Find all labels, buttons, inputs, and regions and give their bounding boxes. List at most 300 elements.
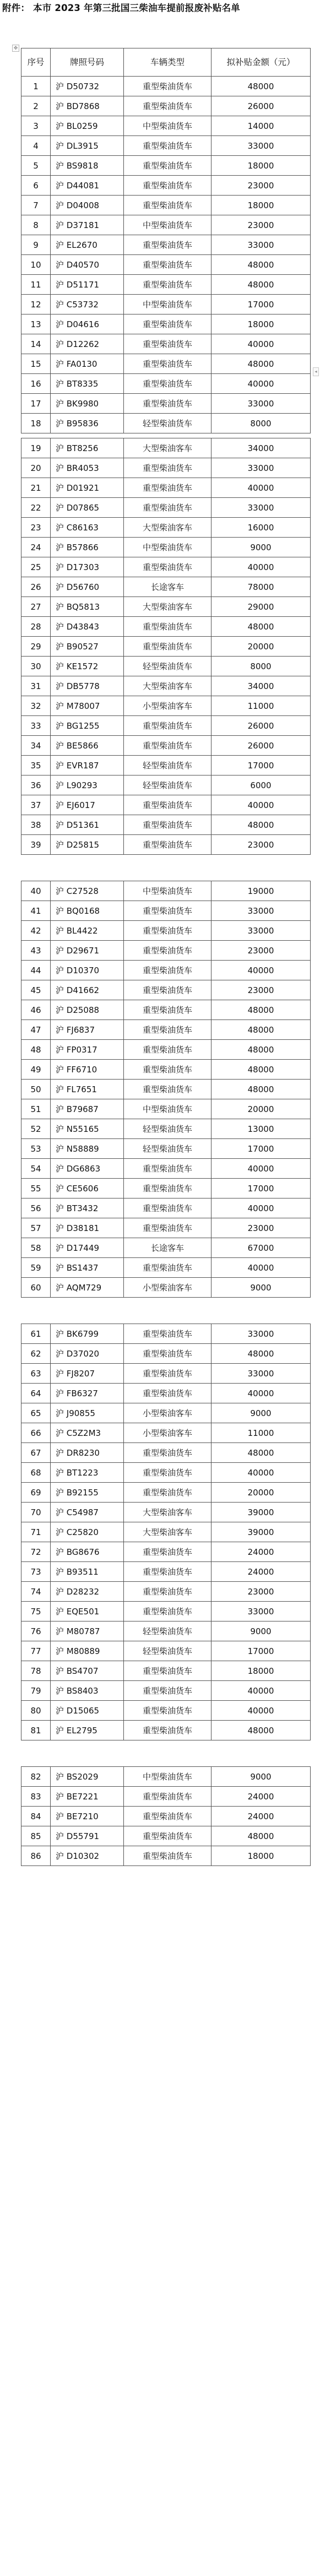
subsidy-amount: 48000	[211, 1060, 311, 1080]
vehicle-type: 重型柴油货车	[124, 1179, 211, 1198]
subsidy-amount: 40000	[211, 961, 311, 980]
subsidy-amount: 48000	[211, 1000, 311, 1020]
row-index: 59	[21, 1258, 51, 1278]
vehicle-type: 大型柴油客车	[124, 438, 211, 458]
plate-number: 沪 BQ5813	[51, 597, 124, 617]
plate-number: 沪 D01921	[51, 478, 124, 498]
plate-number: 沪 B90527	[51, 637, 124, 657]
row-index: 77	[21, 1641, 51, 1661]
subsidy-amount: 33000	[211, 394, 311, 414]
vehicle-type: 重型柴油货车	[124, 136, 211, 156]
plate-number: 沪 D29671	[51, 941, 124, 961]
row-index: 78	[21, 1661, 51, 1681]
subsidy-amount: 40000	[211, 795, 311, 815]
subsidy-amount: 18000	[211, 196, 311, 215]
vehicle-type: 中型柴油货车	[124, 881, 211, 901]
row-index: 32	[21, 696, 51, 716]
subsidy-amount: 48000	[211, 354, 311, 374]
plate-number: 沪 N55165	[51, 1119, 124, 1139]
table-row	[21, 334, 311, 354]
subsidy-amount: 9000	[211, 1767, 311, 1787]
header-index: 序号	[21, 48, 51, 77]
plate-number: 沪 EL2670	[51, 235, 124, 255]
subsidy-amount: 24000	[211, 1807, 311, 1826]
subsidy-amount: 11000	[211, 1423, 311, 1443]
subsidy-amount: 20000	[211, 1099, 311, 1119]
subsidy-table	[21, 881, 311, 1298]
subsidy-amount: 40000	[211, 1258, 311, 1278]
subsidy-amount: 8000	[211, 414, 311, 433]
plate-number: 沪 D50732	[51, 77, 124, 96]
subsidy-table	[21, 48, 311, 433]
subsidy-amount: 40000	[211, 1384, 311, 1403]
plate-number: 沪 B95836	[51, 414, 124, 433]
vehicle-type: 重型柴油货车	[124, 394, 211, 414]
plate-number: 沪 J90855	[51, 1403, 124, 1423]
row-index: 17	[21, 394, 51, 414]
table-row	[21, 156, 311, 176]
table-row	[21, 901, 311, 921]
table-row	[21, 1324, 311, 1344]
plate-number: 沪 BL4422	[51, 921, 124, 941]
vehicle-type: 大型柴油客车	[124, 676, 211, 696]
table-row	[21, 716, 311, 736]
plate-number: 沪 C54987	[51, 1503, 124, 1522]
row-index: 15	[21, 354, 51, 374]
subsidy-amount: 23000	[211, 941, 311, 961]
row-index: 30	[21, 657, 51, 676]
vehicle-type: 重型柴油货车	[124, 795, 211, 815]
table-row	[21, 136, 311, 156]
plate-number: 沪 D17449	[51, 1238, 124, 1258]
row-index: 62	[21, 1344, 51, 1364]
row-index: 31	[21, 676, 51, 696]
vehicle-type: 小型柴油客车	[124, 1278, 211, 1298]
vehicle-type: 大型柴油客车	[124, 1503, 211, 1522]
table-row	[21, 1099, 311, 1119]
subsidy-amount: 48000	[211, 275, 311, 295]
plate-number: 沪 B57866	[51, 538, 124, 557]
row-index: 60	[21, 1278, 51, 1298]
plate-number: 沪 M80889	[51, 1641, 124, 1661]
row-index: 68	[21, 1463, 51, 1483]
plate-number: 沪 EVR187	[51, 756, 124, 775]
table-row	[21, 1483, 311, 1503]
row-index: 49	[21, 1060, 51, 1080]
row-index: 9	[21, 235, 51, 255]
row-index: 43	[21, 941, 51, 961]
plate-number: 沪 DR8230	[51, 1443, 124, 1463]
vehicle-type: 重型柴油货车	[124, 1562, 211, 1582]
row-index: 84	[21, 1807, 51, 1826]
plate-number: 沪 C25820	[51, 1522, 124, 1542]
vehicle-type: 中型柴油货车	[124, 1099, 211, 1119]
plate-number: 沪 D10370	[51, 961, 124, 980]
header-vehicle-type: 车辆类型	[124, 48, 211, 77]
plate-number: 沪 FL7651	[51, 1080, 124, 1099]
plate-number: 沪 D38181	[51, 1218, 124, 1238]
plate-number: 沪 D43843	[51, 617, 124, 637]
table-row	[21, 1080, 311, 1099]
subsidy-amount: 8000	[211, 657, 311, 676]
table-row	[21, 921, 311, 941]
plate-number: 沪 B93511	[51, 1562, 124, 1582]
plate-number: 沪 AQM729	[51, 1278, 124, 1298]
plate-number: 沪 FA0130	[51, 354, 124, 374]
header-plate: 牌照号码	[51, 48, 124, 77]
table-row	[21, 438, 311, 458]
subsidy-amount: 13000	[211, 1119, 311, 1139]
row-index: 54	[21, 1159, 51, 1179]
header-subsidy: 拟补贴金额（元）	[211, 48, 311, 77]
vehicle-type: 重型柴油货车	[124, 617, 211, 637]
table-page	[21, 1324, 311, 1740]
table-row	[21, 518, 311, 538]
subsidy-amount: 17000	[211, 1179, 311, 1198]
subsidy-amount: 20000	[211, 637, 311, 657]
row-index: 24	[21, 538, 51, 557]
row-index: 22	[21, 498, 51, 518]
vehicle-type: 重型柴油货车	[124, 1443, 211, 1463]
table-row	[21, 458, 311, 478]
table-page	[21, 881, 311, 1298]
table-row	[21, 498, 311, 518]
row-index: 44	[21, 961, 51, 980]
plate-number: 沪 D25815	[51, 835, 124, 855]
row-index: 6	[21, 176, 51, 196]
row-index: 16	[21, 374, 51, 394]
plate-number: 沪 D04616	[51, 314, 124, 334]
subsidy-amount: 40000	[211, 1159, 311, 1179]
row-index: 66	[21, 1423, 51, 1443]
plate-number: 沪 B79687	[51, 1099, 124, 1119]
table-row	[21, 1278, 311, 1298]
table-row	[21, 1701, 311, 1721]
table-page	[21, 1766, 311, 1866]
row-index: 12	[21, 295, 51, 314]
plate-number: 沪 BG1255	[51, 716, 124, 736]
plate-number: 沪 BK9980	[51, 394, 124, 414]
vehicle-type: 重型柴油货车	[124, 1020, 211, 1040]
row-index: 48	[21, 1040, 51, 1060]
vehicle-type: 重型柴油货车	[124, 961, 211, 980]
row-index: 19	[21, 438, 51, 458]
plate-number: 沪 D28232	[51, 1582, 124, 1602]
row-index: 69	[21, 1483, 51, 1503]
table-row	[21, 577, 311, 597]
table-row	[21, 414, 311, 433]
plate-number: 沪 BE7221	[51, 1787, 124, 1807]
table-row	[21, 1562, 311, 1582]
subsidy-amount: 29000	[211, 597, 311, 617]
subsidy-amount: 23000	[211, 980, 311, 1000]
row-index: 18	[21, 414, 51, 433]
vehicle-type: 重型柴油货车	[124, 1846, 211, 1866]
vehicle-type: 重型柴油货车	[124, 334, 211, 354]
subsidy-amount: 18000	[211, 1846, 311, 1866]
row-index: 14	[21, 334, 51, 354]
table-row	[21, 815, 311, 835]
vehicle-type: 轻型柴油货车	[124, 1621, 211, 1641]
subsidy-amount: 40000	[211, 1198, 311, 1218]
vehicle-type: 中型柴油货车	[124, 538, 211, 557]
vehicle-type: 重型柴油货车	[124, 1787, 211, 1807]
table-row	[21, 314, 311, 334]
vehicle-type: 重型柴油货车	[124, 1080, 211, 1099]
subsidy-amount: 18000	[211, 314, 311, 334]
table-row	[21, 394, 311, 414]
row-index: 50	[21, 1080, 51, 1099]
vehicle-type: 重型柴油货车	[124, 1000, 211, 1020]
table-row	[21, 835, 311, 855]
vehicle-type: 重型柴油货车	[124, 314, 211, 334]
subsidy-amount: 48000	[211, 255, 311, 275]
table-row	[21, 1681, 311, 1701]
row-index: 28	[21, 617, 51, 637]
table-row	[21, 1218, 311, 1238]
plate-number: 沪 D40570	[51, 255, 124, 275]
row-index: 52	[21, 1119, 51, 1139]
row-index: 81	[21, 1721, 51, 1740]
plate-number: 沪 D51171	[51, 275, 124, 295]
vehicle-type: 长途客车	[124, 577, 211, 597]
subsidy-table	[21, 1766, 311, 1866]
row-index: 53	[21, 1139, 51, 1159]
vehicle-type: 重型柴油货车	[124, 458, 211, 478]
subsidy-amount: 24000	[211, 1542, 311, 1562]
table-row	[21, 1159, 311, 1179]
row-index: 2	[21, 96, 51, 116]
subsidy-amount: 78000	[211, 577, 311, 597]
row-index: 20	[21, 458, 51, 478]
table-row	[21, 1826, 311, 1846]
plate-number: 沪 BD7868	[51, 96, 124, 116]
plate-number: 沪 BT8256	[51, 438, 124, 458]
vehicle-type: 轻型柴油货车	[124, 414, 211, 433]
table-row	[21, 1641, 311, 1661]
table-row	[21, 617, 311, 637]
subsidy-table	[21, 438, 311, 855]
table-row	[21, 374, 311, 394]
subsidy-amount: 48000	[211, 1020, 311, 1040]
vehicle-type: 重型柴油货车	[124, 1218, 211, 1238]
table-row	[21, 1258, 311, 1278]
table-row	[21, 1040, 311, 1060]
row-index: 46	[21, 1000, 51, 1020]
plate-number: 沪 D17303	[51, 557, 124, 577]
table-row	[21, 597, 311, 617]
row-index: 56	[21, 1198, 51, 1218]
subsidy-amount: 33000	[211, 1602, 311, 1621]
row-index: 79	[21, 1681, 51, 1701]
row-index: 39	[21, 835, 51, 855]
vehicle-type: 重型柴油货车	[124, 1721, 211, 1740]
vehicle-type: 重型柴油货车	[124, 196, 211, 215]
plate-number: 沪 D44081	[51, 176, 124, 196]
subsidy-amount: 23000	[211, 1218, 311, 1238]
row-index: 4	[21, 136, 51, 156]
subsidy-amount: 23000	[211, 176, 311, 196]
plate-number: 沪 BK6799	[51, 1324, 124, 1344]
subsidy-amount: 16000	[211, 518, 311, 538]
table-row	[21, 1020, 311, 1040]
row-index: 36	[21, 775, 51, 795]
row-index: 37	[21, 795, 51, 815]
plate-number: 沪 EQE501	[51, 1602, 124, 1621]
row-index: 65	[21, 1403, 51, 1423]
row-index: 7	[21, 196, 51, 215]
row-index: 58	[21, 1238, 51, 1258]
plate-number: 沪 FB6327	[51, 1384, 124, 1403]
subsidy-amount: 39000	[211, 1503, 311, 1522]
vehicle-type: 小型柴油客车	[124, 1403, 211, 1423]
plate-number: 沪 EJ6017	[51, 795, 124, 815]
plate-number: 沪 D37020	[51, 1344, 124, 1364]
row-index: 67	[21, 1443, 51, 1463]
subsidy-amount: 33000	[211, 458, 311, 478]
plate-number: 沪 EL2795	[51, 1721, 124, 1740]
subsidy-amount: 26000	[211, 716, 311, 736]
vehicle-type: 重型柴油货车	[124, 1542, 211, 1562]
vehicle-type: 中型柴油货车	[124, 215, 211, 235]
table-header-row	[21, 48, 311, 77]
row-index: 5	[21, 156, 51, 176]
subsidy-amount: 33000	[211, 901, 311, 921]
table-row	[21, 1198, 311, 1218]
table-page	[21, 438, 311, 855]
plate-number: 沪 D51361	[51, 815, 124, 835]
row-index: 26	[21, 577, 51, 597]
plate-number: 沪 FJ8207	[51, 1364, 124, 1384]
table-row	[21, 235, 311, 255]
plate-number: 沪 B92155	[51, 1483, 124, 1503]
table-row	[21, 215, 311, 235]
vehicle-type: 轻型柴油货车	[124, 1641, 211, 1661]
plate-number: 沪 D04008	[51, 196, 124, 215]
subsidy-amount: 24000	[211, 1562, 311, 1582]
table-row	[21, 77, 311, 96]
vehicle-type: 中型柴油货车	[124, 295, 211, 314]
subsidy-amount: 48000	[211, 1344, 311, 1364]
subsidy-amount: 40000	[211, 557, 311, 577]
subsidy-amount: 17000	[211, 295, 311, 314]
plate-number: 沪 D12262	[51, 334, 124, 354]
row-index: 35	[21, 756, 51, 775]
table-row	[21, 196, 311, 215]
table-row	[21, 1602, 311, 1621]
subsidy-amount: 33000	[211, 1364, 311, 1384]
table-move-handle-icon[interactable]: ✥	[12, 45, 19, 52]
vehicle-type: 重型柴油货车	[124, 1384, 211, 1403]
vehicle-type: 重型柴油货车	[124, 716, 211, 736]
row-index: 47	[21, 1020, 51, 1040]
vehicle-type: 重型柴油货车	[124, 1701, 211, 1721]
plate-number: 沪 DB5778	[51, 676, 124, 696]
vehicle-type: 小型柴油客车	[124, 696, 211, 716]
vehicle-type: 轻型柴油货车	[124, 1139, 211, 1159]
subsidy-amount: 48000	[211, 617, 311, 637]
vehicle-type: 重型柴油货车	[124, 1364, 211, 1384]
table-row	[21, 1344, 311, 1364]
vehicle-type: 轻型柴油货车	[124, 1119, 211, 1139]
table-row	[21, 1179, 311, 1198]
table-row	[21, 1846, 311, 1866]
row-index: 64	[21, 1384, 51, 1403]
table-row	[21, 657, 311, 676]
row-index: 72	[21, 1542, 51, 1562]
vehicle-type: 重型柴油货车	[124, 1040, 211, 1060]
vehicle-type: 重型柴油货车	[124, 1483, 211, 1503]
subsidy-amount: 48000	[211, 815, 311, 835]
vehicle-type: 重型柴油货车	[124, 1661, 211, 1681]
table-row	[21, 696, 311, 716]
row-index: 45	[21, 980, 51, 1000]
table-row	[21, 557, 311, 577]
vehicle-type: 重型柴油货车	[124, 498, 211, 518]
plate-number: 沪 BS1437	[51, 1258, 124, 1278]
vehicle-type: 重型柴油货车	[124, 156, 211, 176]
row-index: 75	[21, 1602, 51, 1621]
plate-number: 沪 BR4053	[51, 458, 124, 478]
ruler-marker-icon: ◂	[313, 367, 319, 376]
plate-number: 沪 C27528	[51, 881, 124, 901]
row-index: 10	[21, 255, 51, 275]
vehicle-type: 大型柴油客车	[124, 597, 211, 617]
row-index: 3	[21, 116, 51, 136]
row-index: 38	[21, 815, 51, 835]
table-row	[21, 1000, 311, 1020]
row-index: 29	[21, 637, 51, 657]
table-row	[21, 1384, 311, 1403]
plate-number: 沪 BS4707	[51, 1661, 124, 1681]
table-row	[21, 1463, 311, 1483]
subsidy-amount: 34000	[211, 676, 311, 696]
row-index: 70	[21, 1503, 51, 1522]
vehicle-type: 重型柴油货车	[124, 96, 211, 116]
table-row	[21, 961, 311, 980]
row-index: 8	[21, 215, 51, 235]
plate-number: 沪 D56760	[51, 577, 124, 597]
plate-number: 沪 BS9818	[51, 156, 124, 176]
vehicle-type: 中型柴油货车	[124, 116, 211, 136]
subsidy-amount: 20000	[211, 1483, 311, 1503]
vehicle-type: 轻型柴油货车	[124, 775, 211, 795]
subsidy-amount: 48000	[211, 1826, 311, 1846]
row-index: 74	[21, 1582, 51, 1602]
document-title: 附件： 本市 2023 年第三批国三柴油车提前报废补贴名单	[2, 3, 240, 13]
vehicle-type: 重型柴油货车	[124, 1463, 211, 1483]
vehicle-type: 重型柴油货车	[124, 980, 211, 1000]
vehicle-type: 重型柴油货车	[124, 275, 211, 295]
table-row	[21, 275, 311, 295]
vehicle-type: 重型柴油货车	[124, 1826, 211, 1846]
subsidy-amount: 17000	[211, 1139, 311, 1159]
vehicle-type: 重型柴油货车	[124, 235, 211, 255]
plate-number: 沪 BT8335	[51, 374, 124, 394]
vehicle-type: 重型柴油货车	[124, 1602, 211, 1621]
plate-number: 沪 BT3432	[51, 1198, 124, 1218]
subsidy-amount: 40000	[211, 1463, 311, 1483]
row-index: 71	[21, 1522, 51, 1542]
vehicle-type: 大型柴油客车	[124, 1522, 211, 1542]
vehicle-type: 重型柴油货车	[124, 1198, 211, 1218]
row-index: 80	[21, 1701, 51, 1721]
vehicle-type: 重型柴油货车	[124, 901, 211, 921]
plate-number: 沪 M78007	[51, 696, 124, 716]
subsidy-amount: 48000	[211, 1443, 311, 1463]
subsidy-amount: 48000	[211, 1080, 311, 1099]
row-index: 86	[21, 1846, 51, 1866]
